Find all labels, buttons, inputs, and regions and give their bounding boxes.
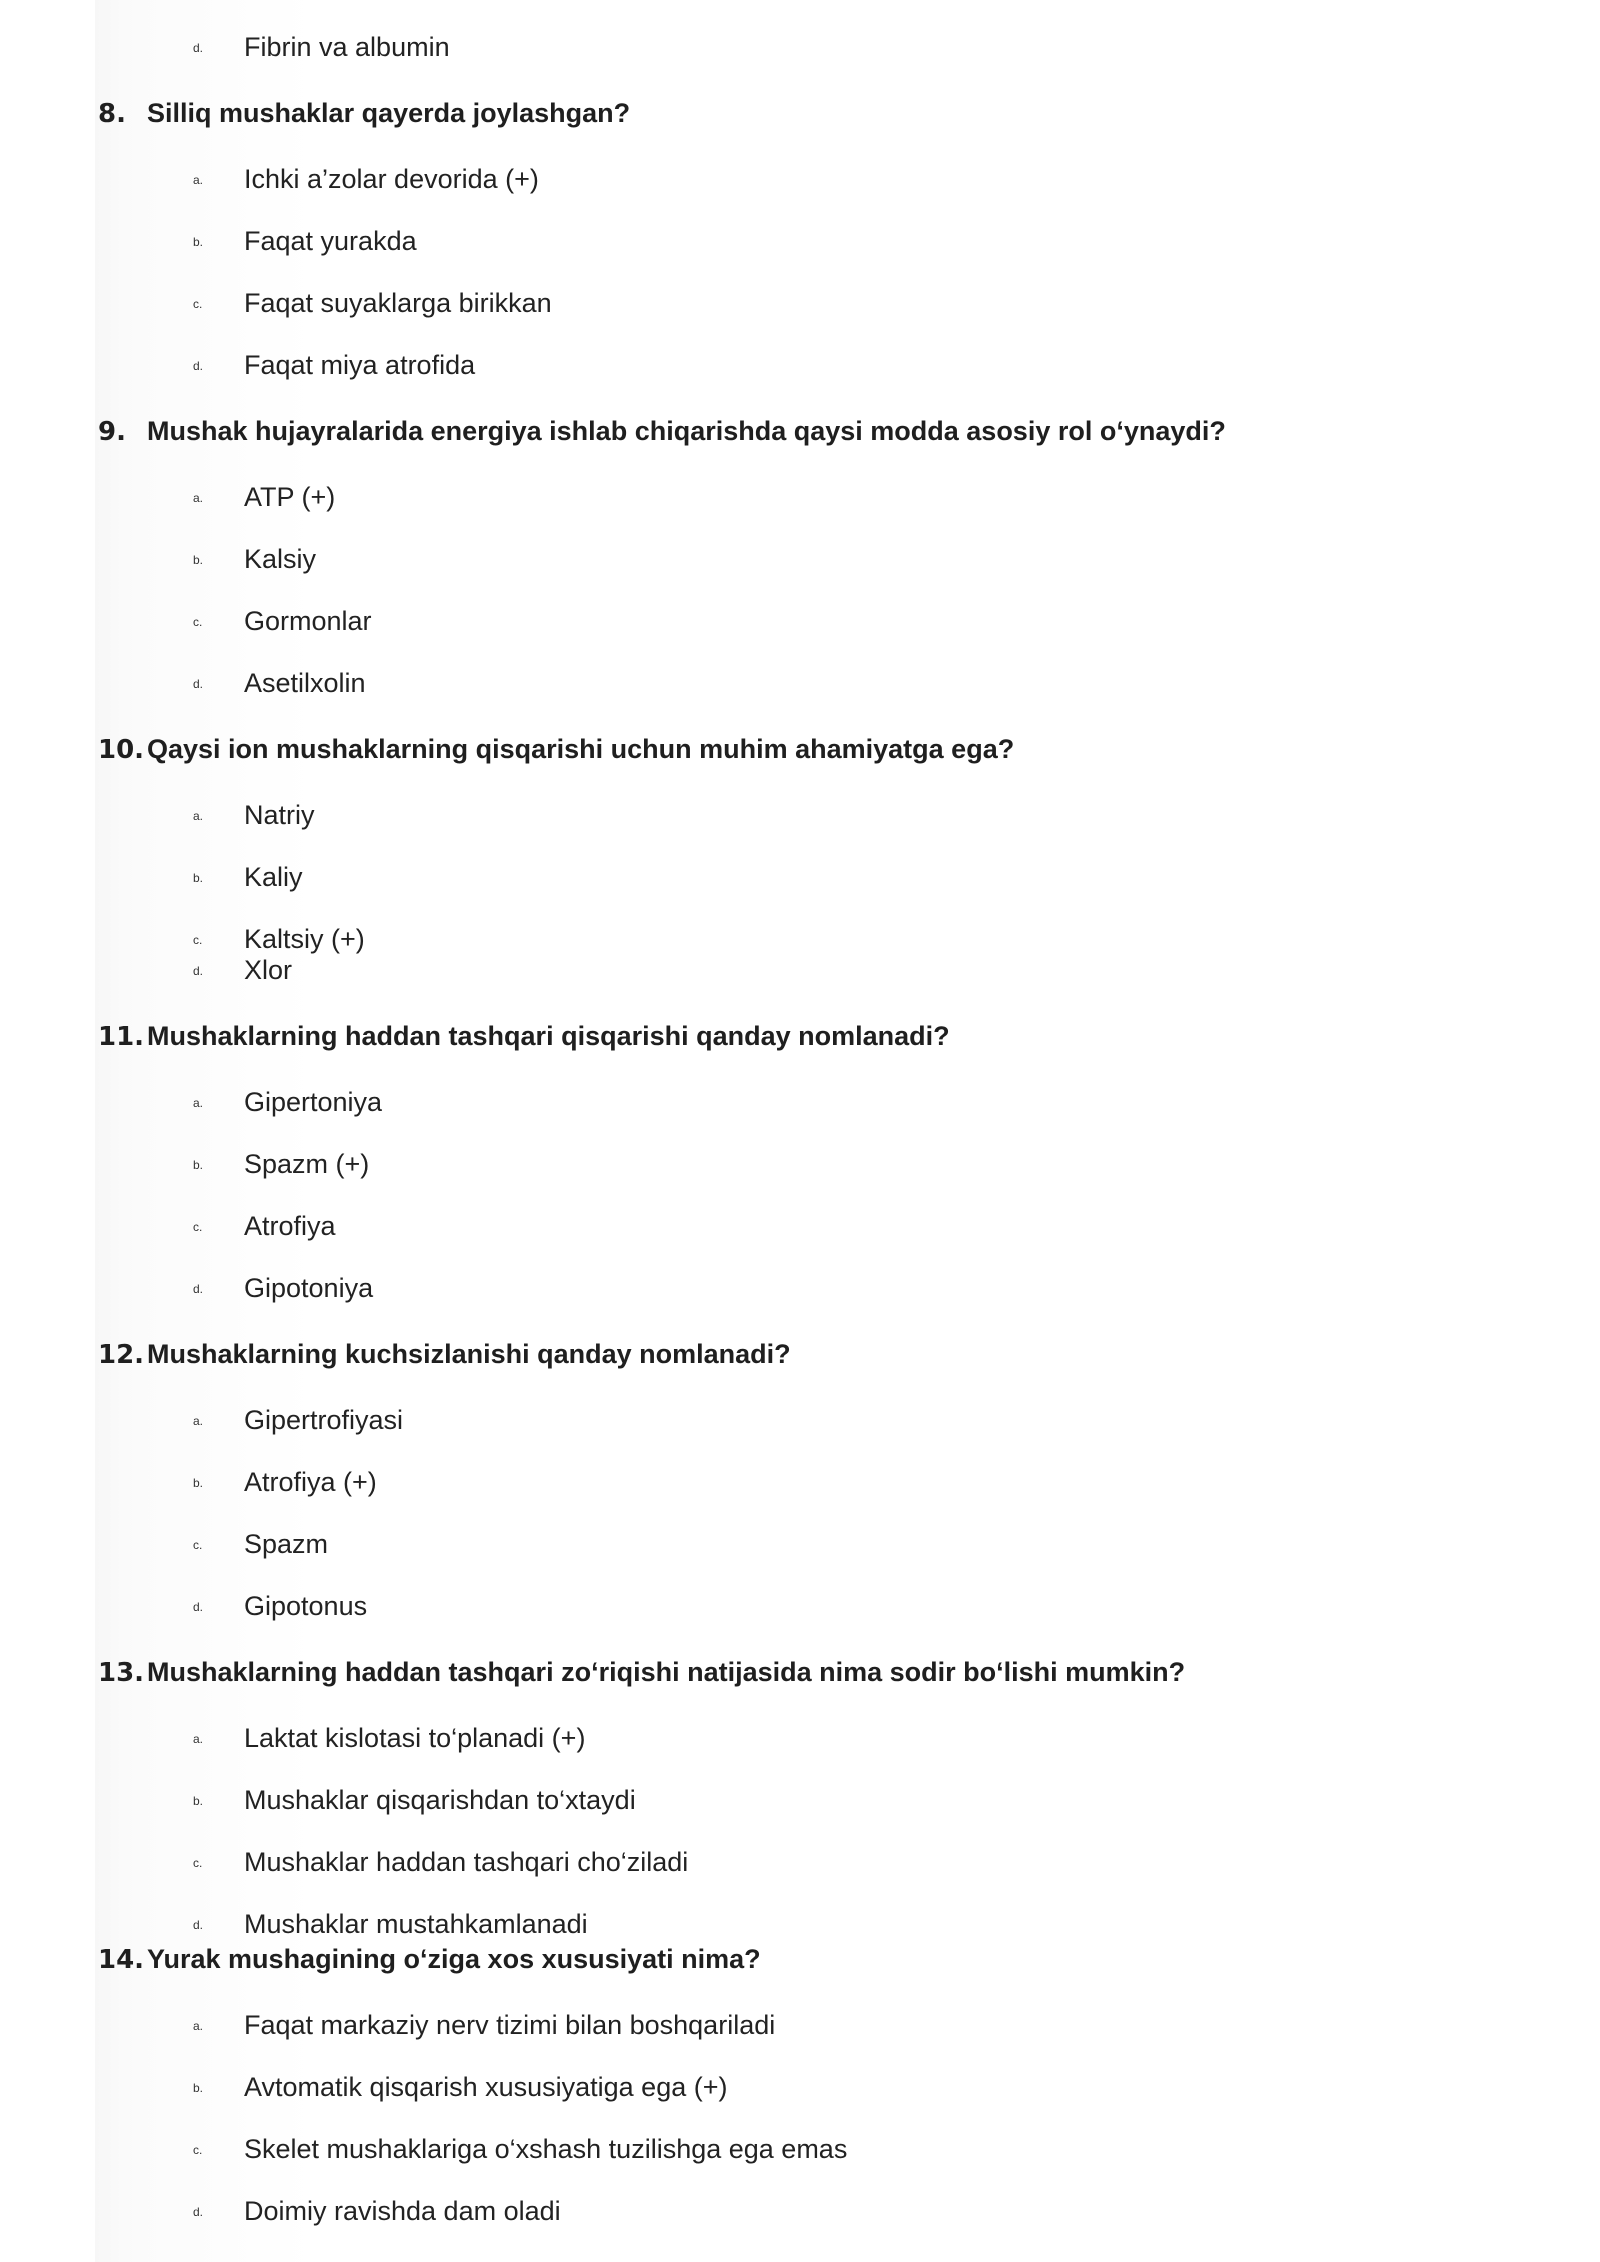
question-number: 8. [98,99,126,129]
option-letter: c. [193,2143,203,2157]
option-letter: d. [193,41,204,55]
option-item [0,162,1500,196]
option-letter: d. [193,1918,204,1932]
option-text: Gipertrofiyasi [244,1405,404,1435]
option-item [0,1721,1500,1755]
option-text: Gipotonus [244,1591,368,1621]
option-text: Laktat kislotasi to‘planadi (+) [244,1723,586,1753]
question-heading [98,732,1014,767]
option-item [0,1907,1500,1941]
option-text: Gipotoniya [244,1273,374,1303]
option-item [0,860,1500,894]
question-text: Mushaklarning haddan tashqari qisqarishi qanday nomlanadi? [147,1021,950,1051]
question-text: Qaysi ion mushaklarning qisqarishi uchun muhim ahamiyatga ega? [147,734,1015,764]
question-number: 12. [98,1340,145,1370]
option-letter: b. [193,1158,204,1172]
question-text: Yurak mushagining o‘ziga xos xususiyati nima? [147,1944,761,1974]
option-letter: c. [193,1856,203,1870]
question-text: Silliq mushaklar qayerda joylashgan? [147,98,631,128]
option-letter: d. [193,677,204,691]
option-letter: a. [193,2019,204,2033]
option-letter: d. [193,1600,204,1614]
option-text: Mushaklar qisqarishdan to‘xtaydi [244,1785,636,1815]
option-item [0,480,1500,514]
option-letter: a. [193,1732,204,1746]
question-heading [98,1942,761,1977]
option-letter: b. [193,2081,204,2095]
option-text: Ichki a’zolar devorida (+) [244,164,539,194]
option-letter: a. [193,491,204,505]
option-text: Doimiy ravishda dam oladi [244,2196,561,2226]
option-letter: a. [193,809,204,823]
option-text: Spazm (+) [244,1149,370,1179]
option-item [0,1403,1500,1437]
option-text: Mushaklar haddan tashqari cho‘ziladi [244,1847,689,1877]
option-item [0,2070,1500,2104]
option-text: Mushaklar mustahkamlanadi [244,1909,588,1939]
option-text: Fibrin va albumin [244,32,450,62]
question-text: Mushaklarning haddan tashqari zo‘riqishi natijasida nima sodir bo‘lishi mumkin? [147,1657,1186,1687]
option-text: Kaltsiy (+) [244,924,365,954]
option-item [0,1783,1500,1817]
option-item [0,1845,1500,1879]
option-text: Atrofiya (+) [244,1467,377,1497]
option-text: Spazm [244,1529,329,1559]
option-letter: a. [193,1096,204,1110]
question-number: 14. [98,1945,145,1975]
option-item [0,542,1500,576]
option-text: Kaliy [244,862,303,892]
option-text: Faqat markaziy nerv tizimi bilan boshqariladi [244,2010,776,2040]
option-letter: d. [193,1282,204,1296]
option-letter: b. [193,1476,204,1490]
option-item [0,1147,1500,1181]
option-item [0,666,1500,700]
option-item [0,1085,1500,1119]
question-number: 11. [98,1022,145,1052]
option-item [0,2008,1500,2042]
option-text: Avtomatik qisqarish xususiyatiga ega (+) [244,2072,728,2102]
option-item [0,922,1500,956]
question-heading [98,1337,791,1372]
option-letter: b. [193,871,204,885]
option-item [0,2194,1500,2228]
option-text: Xlor [244,955,293,985]
option-letter: b. [193,553,204,567]
option-letter: d. [193,359,204,373]
option-letter: d. [193,964,204,978]
option-letter: b. [193,1794,204,1808]
question-heading [98,96,630,131]
question-heading [98,414,1226,449]
option-item [0,1209,1500,1243]
option-text: Gormonlar [244,606,372,636]
option-item [0,224,1500,258]
option-item [0,30,1500,64]
option-text: Asetilxolin [244,668,366,698]
option-letter: b. [193,235,204,249]
option-text: Faqat miya atrofida [244,350,476,380]
option-item [0,1527,1500,1561]
option-letter: c. [193,1538,203,1552]
option-letter: a. [193,173,204,187]
option-text: Kalsiy [244,544,317,574]
option-item [0,348,1500,382]
option-letter: a. [193,1414,204,1428]
option-text: Gipertoniya [244,1087,383,1117]
option-text: Faqat yurakda [244,226,417,256]
option-item [0,798,1500,832]
option-item [0,286,1500,320]
question-number: 10. [98,735,145,765]
option-letter: c. [193,933,203,947]
question-text: Mushaklarning kuchsizlanishi qanday nomlanadi? [147,1339,791,1369]
option-text: Natriy [244,800,315,830]
option-item [0,2132,1500,2166]
option-item [0,1465,1500,1499]
option-letter: c. [193,615,203,629]
option-text: Skelet mushaklariga o‘xshash tuzilishga ega emas [244,2134,848,2164]
question-heading [98,1655,1185,1690]
question-number: 13. [98,1658,145,1688]
option-letter: c. [193,297,203,311]
option-item [0,1589,1500,1623]
option-text: ATP (+) [244,482,336,512]
question-number: 9. [98,417,126,447]
question-heading [98,1019,950,1054]
option-item [0,1271,1500,1305]
option-letter: c. [193,1220,203,1234]
question-text: Mushak hujayralarida energiya ishlab chiqarishda qaysi modda asosiy rol o‘ynaydi? [147,416,1226,446]
option-text: Faqat suyaklarga birikkan [244,288,552,318]
option-item [0,953,1500,987]
option-text: Atrofiya [244,1211,336,1241]
option-letter: d. [193,2205,204,2219]
option-item [0,604,1500,638]
